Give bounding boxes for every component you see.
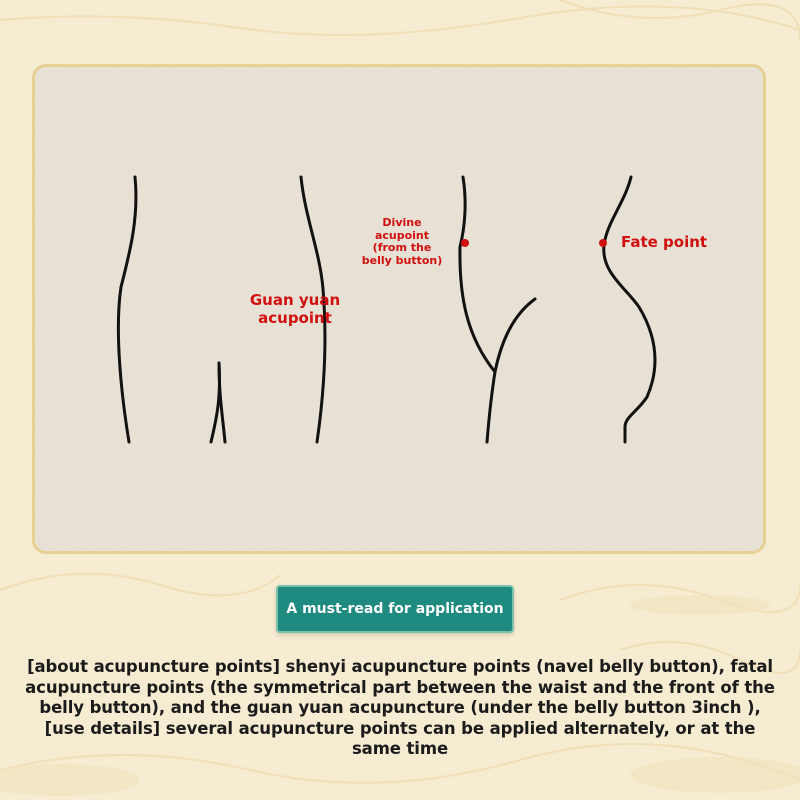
side-back-contour [460,177,495,442]
divine-acupoint-label: Divine acupoint (from the belly button) [361,216,443,267]
front-left-contour [118,177,136,442]
body-outline-drawing [35,67,766,554]
illustration-card [32,64,766,554]
divine-acupoint-dot [461,239,469,247]
side2-contour [604,177,655,442]
guan-yuan-label: Guan yuan acupoint [249,291,341,327]
fate-point-dot [599,239,607,247]
description-text: [about acupuncture points] shenyi acupuncture points (navel belly button), fatal acupuncture points (the symmetrical part between the waist and the front of the belly button), and the guan yuan acupuncture (under the belly button 3inch ), [use details] several acupuncture points can be applied alternately, or at the same time [25,657,775,758]
fate-point-label: Fate point [621,233,708,251]
must-read-button[interactable]: A must-read for application [276,585,514,633]
front-leg-right [219,363,225,442]
side-front-contour [495,299,535,372]
